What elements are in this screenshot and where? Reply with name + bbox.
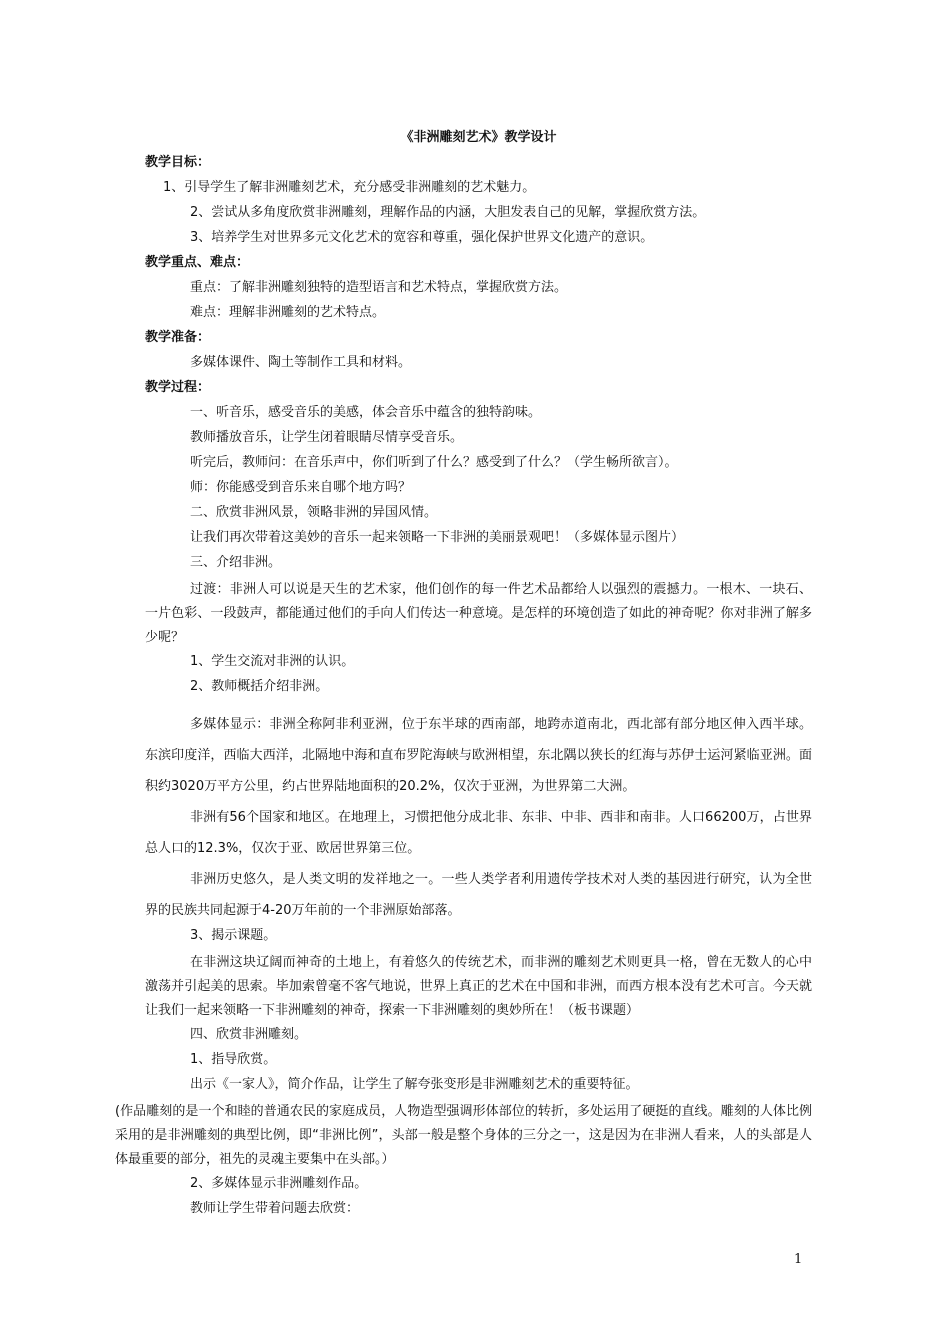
process-line: 让我们再次带着这美妙的音乐一起来领略一下非洲的美丽景观吧！（多媒体显示图片） [190,530,685,545]
prep-heading: 教学准备： [145,330,211,345]
reveal-heading: 3、揭示课题。 [190,928,277,943]
media-show-line: 2、多媒体显示非洲雕刻作品。 [190,1176,368,1191]
teacher-line: 教师让学生带着问题去欣赏： [190,1201,360,1216]
keypoints-heading: 教学重点、难点： [145,255,250,270]
process-line: 教师播放音乐，让学生闭着眼睛尽情享受音乐。 [190,430,464,445]
process-line: 二、欣赏非洲风景，领略非洲的异国风情。 [190,505,438,520]
reveal-paragraph: 在非洲这块辽阔而神奇的土地上，有着悠久的传统艺术，而非洲的雕刻艺术则更具一格，曾在无数人的心中激荡并引起美的思索。毕加索曾毫不客气地说，世界上真正的艺术在中国和非洲，而西方根本没有艺术可言。今天就让我们一起来领略一下非洲雕刻的神奇，探索一下非洲雕刻的奥妙所在！（板书课题） [145,955,812,1018]
page-number: 1 [794,1252,803,1267]
guide-line: 1、指导欣赏。 [190,1052,277,1067]
difficulty-text: 难点：理解非洲雕刻的艺术特点。 [190,305,386,320]
media-paragraph: 多媒体显示：非洲全称阿非利亚洲，位于东半球的西南部，地跨赤道南北，西北部有部分地区伸入西半球。东滨印度洋，西临大西洋，北隔地中海和直布罗陀海峡与欧洲相望，东北隅以狭长的红海与苏伊士运河紧临亚洲。面积约3020万平方公里，约占世界陆地面积的20.2%，仅次于亚洲，为世界第二大洲。 [145,717,812,794]
media-paragraph: 非洲历史悠久，是人类文明的发祥地之一。一些人类学者利用遗传学技术对人类的基因进行研究，认为全世界的民族共同起源于4-20万年前的一个非洲原始部落。 [145,872,812,918]
goals-heading: 教学目标： [145,155,211,170]
show-line: 出示《一家人》，简介作品，让学生了解夸张变形是非洲雕刻艺术的重要特征。 [190,1077,639,1092]
sub-line: 2、教师概括介绍非洲。 [190,679,329,694]
document-title: 《非洲雕刻艺术》教学设计 [400,130,557,145]
document-body [115,128,812,1224]
goal-item: 3、培养学生对世界多元文化艺术的宽容和尊重，强化保护世界文化遗产的意识。 [190,230,654,245]
process-heading: 教学过程： [145,380,211,395]
sub-line: 1、学生交流对非洲的认识。 [190,654,355,669]
process-line: 师：你能感受到音乐来自哪个地方吗？ [190,480,412,495]
process-line: 听完后，教师问：在音乐声中，你们听到了什么？感受到了什么？（学生畅所欲言）。 [190,455,678,470]
process-line: 一、听音乐，感受音乐的美感，体会音乐中蕴含的独特韵味。 [190,405,542,420]
note-paragraph: (作品雕刻的是一个和睦的普通农民的家庭成员，人物造型强调形体部位的转折，多处运用了硬挺的直线。雕刻的人体比例采用的是非洲雕刻的典型比例，即“非洲比例”，头部一般是整个身体的三分之一，这是因为在非洲人看来，人的头部是人体最重要的部分，祖先的灵魂主要集中在头部。） [115,1104,812,1167]
process-line: 三、介绍非洲。 [190,555,282,570]
prep-text: 多媒体课件、陶土等制作工具和材料。 [190,355,412,370]
goal-item: 2、尝试从多角度欣赏非洲雕刻，理解作品的内涵，大胆发表自己的见解，掌握欣赏方法。 [190,205,706,220]
transition-paragraph: 过渡：非洲人可以说是天生的艺术家，他们创作的每一件艺术品都给人以强烈的震撼力。一根木、一块石、一片色彩、一段鼓声，都能通过他们的手向人们传达一种意境。是怎样的环境创造了如此的神奇呢？你对非洲了解多少呢？ [145,582,812,645]
media-paragraph: 非洲有56个国家和地区。在地理上，习惯把他分成北非、东非、中非、西非和南非。人口66200万，占世界总人口的12.3%，仅次于亚、欧居世界第三位。 [145,810,812,856]
goal-item: 1、引导学生了解非洲雕刻艺术，充分感受非洲雕刻的艺术魅力。 [163,180,536,195]
section-four-heading: 四、欣赏非洲雕刻。 [190,1027,308,1042]
focus-text: 重点：了解非洲雕刻独特的造型语言和艺术特点，掌握欣赏方法。 [190,280,568,295]
